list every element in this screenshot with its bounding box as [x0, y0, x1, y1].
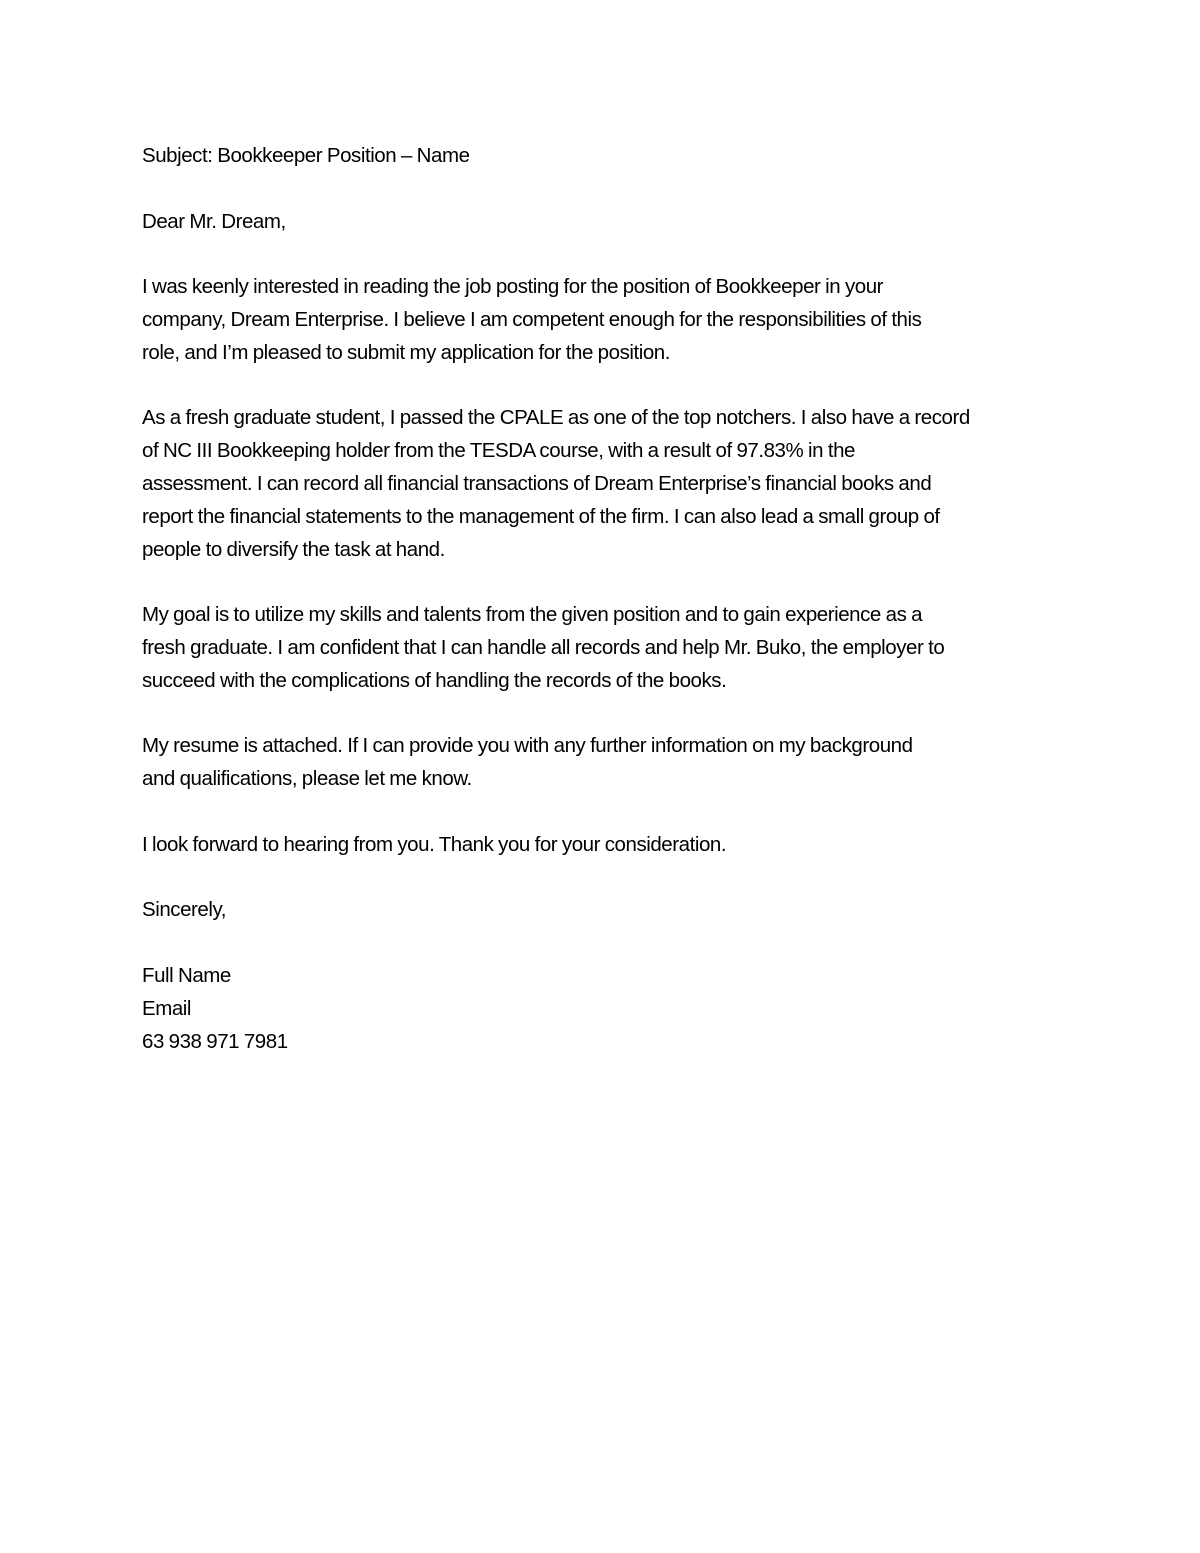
paragraph-line: I was keenly interested in reading the job posting for the position of Bookkeeper in your: [142, 275, 884, 299]
paragraph-line: succeed with the complications of handling the records of the books.: [142, 668, 727, 692]
paragraph-resume: [142, 730, 1062, 796]
paragraph-qualifications: [142, 402, 1062, 566]
salutation-text: Dear Mr. Dream,: [142, 209, 286, 233]
paragraph-line: role, and I’m pleased to submit my application for the position.: [142, 340, 670, 364]
paragraph-line: of NC III Bookkeeping holder from the TESDA course, with a result of 97.83% in the: [142, 439, 855, 463]
paragraph-goal: [142, 599, 1062, 697]
paragraph-line: report the financial statements to the management of the firm. I can also lead a small group of: [142, 504, 940, 528]
subject-text: Subject: Bookkeeper Position – Name: [142, 144, 470, 167]
paragraph-line: I look forward to hearing from you. Thank you for your consideration.: [142, 832, 727, 856]
paragraph-line: and qualifications, please let me know.: [142, 767, 472, 791]
paragraph-line: My goal is to utilize my skills and talents from the given position and to gain experience as a: [142, 603, 923, 627]
paragraph-interest: [142, 271, 1062, 369]
salutation: [142, 206, 1062, 239]
closing-text: Sincerely,: [142, 898, 226, 922]
paragraph-line: fresh graduate. I am confident that I can handle all records and help Mr. Buko, the employer to: [142, 635, 945, 659]
signature-name: Full Name: [142, 963, 231, 987]
paragraph-line: people to diversify the task at hand.: [142, 537, 445, 561]
signature-block: [142, 960, 1062, 1058]
signature-email: Email: [142, 996, 192, 1020]
signature-phone: 63 938 971 7981: [142, 1029, 288, 1053]
paragraph-thanks: [142, 829, 1062, 862]
paragraph-line: My resume is attached. If I can provide you with any further information on my background: [142, 734, 913, 758]
cover-letter: [142, 140, 1062, 1058]
paragraph-line: As a fresh graduate student, I passed the CPALE as one of the top notchers. I also have a record: [142, 406, 970, 430]
paragraph-line: assessment. I can record all financial transactions of Dream Enterprise’s financial books and: [142, 471, 932, 495]
paragraph-line: company, Dream Enterprise. I believe I am competent enough for the responsibilities of this: [142, 307, 922, 331]
closing: [142, 894, 1062, 927]
subject-line: [142, 140, 1062, 173]
